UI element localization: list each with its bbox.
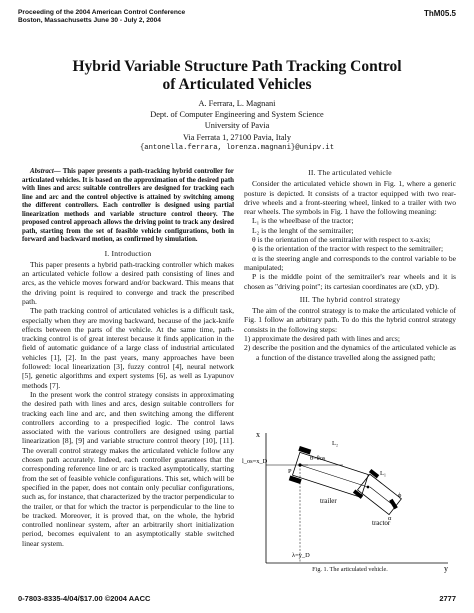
conference-location: Boston, Massachusetts June 30 - July 2, 2004	[18, 17, 161, 24]
los-label: l_os=x_D	[242, 458, 268, 465]
L2-label: L₂	[332, 440, 339, 447]
abstract-text: — This paper presents a path-tracking hybrid controller for articulated vehicles. It is based on the approximation of the desired path with lines and arcs: suitable controllers are designed for tracking each line and arc and the control objective is attained by switching among the different controllers. Each controller is designed using partial linearization methods and variable structure control theory. The proposed control approach allows the driving point to track any desired path, starting from the set of feasible vehicle configurations, both in forward and backward motion, as confirmed by simulation.	[22, 168, 234, 243]
author-email: {antonella.ferrara, lorenza.magnani}@unipv.it	[139, 143, 335, 152]
x-axis-label: x	[256, 430, 260, 439]
def-theta: θ is the orientation of the semitrailer with respect to x-axis;	[252, 235, 431, 245]
author-names: A. Ferrara, L. Magnani	[198, 99, 276, 108]
lambda-label: λ=y_D	[292, 552, 310, 559]
abstract	[22, 168, 234, 245]
y-axis-label: y	[444, 564, 448, 573]
left-column	[22, 168, 234, 548]
author-dept: Dept. of Computer Engineering and System Science	[150, 110, 324, 120]
page-number: 2777	[439, 594, 456, 603]
steps-list	[244, 334, 456, 362]
paper-title	[0, 58, 474, 94]
section3-heading: III. The hybrid control strategy	[299, 294, 401, 304]
articulated-vehicle-figure	[242, 425, 452, 575]
copyright-footer: 0-7803-8335-4/04/$17.00 ©2004 AACC	[18, 594, 151, 603]
conference-name: Proceeding of the 2004 American Control Conference	[18, 9, 186, 16]
trailer-label: trailer	[320, 497, 337, 505]
def-phi: ϕ is the orientation of the tractor with respect to the semitrailer;	[252, 244, 444, 254]
step-1: 1) approximate the desired path with lines and arcs;	[244, 334, 400, 344]
section3-paragraph: The aim of the control strategy is to make the articulated vehicle of Fig. 1 follow an arbitrary path. To do this the hybrid control strategy consists in the following steps:	[244, 306, 456, 334]
intro-paragraph-1: This paper presents a hybrid path-tracking controller which makes an articulated vehicle follow a desired path consisting of lines and arcs, as the vehicle moves forward and/or backward. This means that the driving point is required to converge and track the prescribed path.	[22, 259, 234, 306]
def-P: P is the middle point of the semitrailer's rear wheels and it is chosen as "driving point"; its cartesian coordinates are (xD, yD).	[244, 272, 456, 291]
L1-label: L₁	[380, 470, 387, 477]
theta-label: θ=θos	[310, 455, 326, 462]
alpha-label: α	[388, 515, 392, 522]
intro-paragraph-2: The path tracking control of articulated vehicles is a difficult task, especially when they are moving backward, because of the jack-knife effects between the parts of the vehicle. At the same time, path-tracking control is of great interest because it finds application in the field of automatic guidance of a large class of industrial articulated vehicles [1], [2]. In the past years, many approaches have been followed: local linearization [3], fuzzy control [4], neural network [5], genetic algorithms and expert systems [6], as well as Lyapunov methods [7].	[22, 306, 234, 390]
step-2: 2) describe the position and the dynamics of the articulated vehicle as a function of the distance travelled along the assigned path;	[244, 343, 456, 362]
right-column	[244, 168, 456, 362]
author-address: Via Ferrata 1, 27100 Pavia, Italy	[182, 132, 292, 142]
session-code: ThM05.5	[423, 9, 456, 18]
title-line-2: of Articulated Vehicles	[162, 76, 312, 93]
author-univ: University of Pavia	[204, 121, 270, 131]
phi-label: ϕ	[398, 492, 402, 499]
point-P-label: P	[288, 468, 292, 475]
abstract-label: Abstract	[30, 168, 54, 175]
intro-paragraph-3: In the present work the control strategy consists in approximating the desired path with lines and arcs, design suitable controllers for tracking each line and arc, and then switching among the different controllers according to a prespecified logic. The control laws associated with the various controllers are designed using partial linearization [8], [9] and variable structure control theory [10], [11]. The overall control strategy makes the articulated vehicle follow any chosen path accurately. Indeed, each controller guarantees that the corresponding reference line or arc is tracked asymptotically, starting from the set of feasible vehicle configurations. This set, which will be specified in the paper, does not contain only peculiar configurations, such as, for instance, that characterized by the tractor perpendicular to the trailer, or that for which the tractor is perpendicular to the line to be tracked. Moreover, it is proved that, on the whole, the hybrid controlled nonlinear system, after an arbitrarily short initialization period, becomes equivalent to an asymptotically stable switched linear system.	[22, 389, 234, 548]
section2-paragraph: Consider the articulated vehicle shown in Fig. 1, where a generic posture is depicted. It consists of a tractor equipped with two rear-drive wheels and a front-steering wheel, linked to a trailer with two rear wheels. The symbols in Fig. 1 have the following meaning:	[244, 179, 456, 217]
def-alpha: α is the steering angle and corresponds to the control variable to be manipulated;	[244, 253, 456, 272]
conference-header	[18, 9, 185, 25]
def-L1: L₁ is the wheelbase of the tractor;	[252, 216, 354, 226]
symbol-definitions	[244, 216, 456, 290]
intro-heading: I. Introduction	[104, 248, 152, 258]
hitch-point-marker	[367, 486, 370, 489]
tractor-label: tractor	[372, 519, 391, 527]
driving-point-marker	[298, 463, 301, 466]
def-L2: L₂ is the lenght of the semitrailer;	[252, 225, 354, 235]
section2-heading: II. The articulated vehicle	[308, 168, 392, 177]
author-block	[0, 98, 474, 154]
title-line-1: Hybrid Variable Structure Path Tracking Control	[72, 58, 402, 75]
figure-caption: Fig. 1. The articulated vehicle.	[312, 566, 388, 573]
